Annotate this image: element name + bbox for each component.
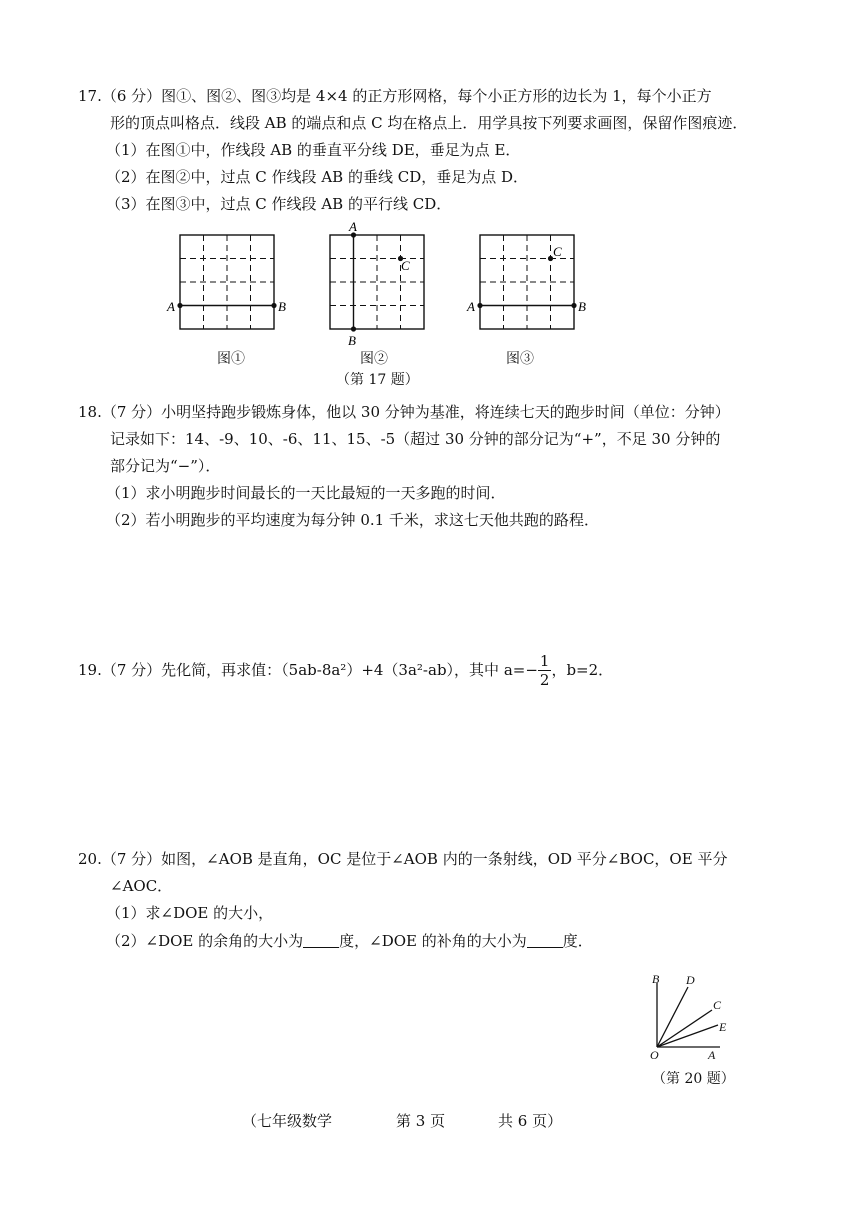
fig1-caption: 图① [217, 351, 245, 367]
label-c: C [553, 244, 562, 259]
q17-figure-2 [310, 219, 450, 352]
q19-prefix: 19.（7 分）先化简，再求值：（5ab-8a²）+4（3a²-ab），其中 a=− [78, 661, 538, 679]
label-b: B [578, 299, 586, 314]
label-a: A [467, 299, 475, 314]
footer-total: 共 6 页） [498, 1112, 563, 1130]
grid-lines [180, 235, 274, 329]
point-b [271, 303, 276, 308]
q17-figure-caption: （第 17 题） [336, 372, 419, 388]
q19-frac-numerator: 1 [539, 651, 550, 670]
point-a [477, 303, 482, 308]
q19-fraction [538, 652, 552, 689]
q20-item2 [106, 931, 593, 951]
answer-blank-complement[interactable] [303, 933, 339, 948]
q20-header: 20.（7 分）如图，∠AOB 是直角，OC 是位于∠AOB 内的一条射线，OD 平分∠BOC，OE 平分 [78, 850, 728, 868]
answer-blank-supplement[interactable] [527, 933, 563, 948]
point-b [351, 326, 356, 331]
q18-header: 18.（7 分）小明坚持跑步锻炼身体，他以 30 分钟为基准，将连续七天的跑步时间（单位：分钟） [78, 403, 730, 421]
label-d: D [686, 973, 695, 987]
point-a [177, 303, 182, 308]
q20-item2-part-b: 度，∠DOE 的补角的大小为 [339, 932, 527, 950]
point-b [571, 303, 576, 308]
q19-line [78, 650, 613, 690]
q18-item2: （2）若小明跑步的平均速度为每分钟 0.1 千米，求这七天他共跑的路程． [106, 511, 599, 529]
fig2-caption: 图② [360, 351, 388, 367]
q19-frac-denominator: 2 [539, 670, 550, 689]
q20-line2: ∠AOC． [110, 877, 173, 895]
q20-item2-part-a: （2）∠DOE 的余角的大小为 [106, 932, 304, 950]
q18-line3: 部分记为“−”）． [110, 457, 221, 475]
label-o: O [650, 1048, 659, 1062]
label-a: A [167, 299, 175, 314]
q17-header: 17.（6 分）图①、图②、图③均是 4×4 的正方形网格，每个小正方形的边长为 1，每个小正方 [78, 87, 712, 105]
q20-item2-part-c: 度． [562, 932, 593, 950]
q18-line2: 记录如下：14、-9、10、-6、11、15、-5（超过 30 分钟的部分记为“+”，不足 30 分钟的 [110, 430, 721, 448]
q20-figure [640, 965, 750, 1065]
q17-item1: （1）在图①中，作线段 AB 的垂直平分线 DE，垂足为点 E． [106, 141, 521, 159]
q20-figure-caption: （第 20 题） [652, 1071, 735, 1087]
q19-suffix: ，b=2． [551, 661, 614, 679]
label-b: B [652, 972, 660, 986]
label-a: A [708, 1048, 716, 1062]
q17-line2: 形的顶点叫格点．线段 AB 的端点和点 C 均在格点上．用学具按下列要求画图，保留作图痕迹． [110, 114, 748, 132]
label-c: C [401, 258, 410, 273]
label-b: B [348, 333, 356, 348]
grid-lines [330, 235, 424, 329]
label-e: E [719, 1020, 727, 1034]
label-a: A [349, 219, 357, 234]
fig3-caption: 图③ [506, 351, 534, 367]
q17-item3: （3）在图③中，过点 C 作线段 AB 的平行线 CD． [106, 195, 452, 213]
q17-figure-1 [160, 225, 300, 345]
footer-page: 第 3 页 [396, 1112, 446, 1130]
ray-oc [657, 1010, 712, 1047]
q18-item1: （1）求小明跑步时间最长的一天比最短的一天多跑的时间． [106, 484, 506, 502]
label-c: C [713, 998, 722, 1012]
q17-item2: （2）在图②中，过点 C 作线段 AB 的垂线 CD，垂足为点 D． [106, 168, 529, 186]
footer-subject: （七年级数学 [242, 1112, 333, 1130]
q17-figure-3 [460, 225, 600, 345]
q20-item1: （1）求∠DOE 的大小， [106, 904, 274, 922]
label-b: B [278, 299, 286, 314]
